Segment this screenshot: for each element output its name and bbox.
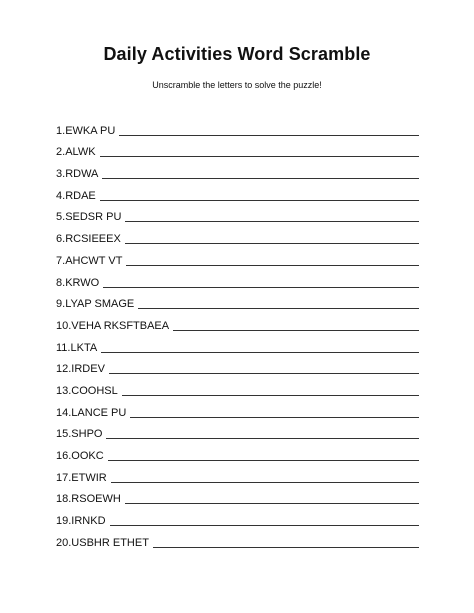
answer-line [101,352,419,353]
item-number: 13. [56,384,72,397]
scramble-item [56,355,419,377]
answer-line [108,460,419,461]
scramble-item [56,376,419,398]
item-number: 12. [56,363,72,376]
item-number: 3. [56,168,66,181]
scramble-item [56,116,419,138]
scrambled-word: USBHR ETHET [71,536,149,549]
item-number: 18. [56,493,72,506]
item-number: 19. [56,515,72,528]
scramble-item [56,203,419,225]
scramble-item [56,181,419,203]
scramble-item [56,333,419,355]
item-number: 11. [56,341,71,354]
scrambled-word: IRNKD [71,515,106,528]
scrambled-word: LANCE PU [71,406,127,419]
scrambled-word: VEHA RKSFTBAEA [71,319,170,332]
answer-line [106,438,419,439]
scrambled-word: OOKC [71,450,104,462]
answer-line [103,287,419,288]
answer-line [110,525,419,526]
scrambled-word: IRDEV [71,363,105,376]
scrambled-word: ETWIR [71,471,107,484]
scrambled-word: AHCWT VT [65,254,123,267]
item-number: 1. [56,124,66,137]
scramble-list [56,116,419,550]
item-number: 9. [56,298,66,311]
scramble-item [56,224,419,246]
scramble-item [56,159,419,181]
answer-line [153,547,419,548]
scrambled-word: RSOEWH [71,493,121,506]
scrambled-word: RCSIEEEX [65,233,121,246]
item-number: 5. [56,211,66,224]
worksheet-instructions: Unscramble the letters to solve the puzzle! [152,80,322,90]
worksheet-title: Daily Activities Word Scramble [103,44,371,64]
scrambled-word: SHPO [71,428,103,441]
item-number: 2. [56,146,66,159]
scrambled-word: ALWK [65,146,96,159]
answer-line [119,135,419,136]
scrambled-word: KRWO [65,276,100,289]
item-number: 15. [56,428,72,441]
item-number: 7. [56,254,66,267]
answer-line [130,417,419,418]
scrambled-word: EWKA PU [65,124,116,137]
scrambled-word: SEDSR PU [65,211,122,224]
answer-line [111,482,419,483]
answer-line [125,503,419,504]
scramble-item [56,420,419,442]
scrambled-word: LYAP SMAGE [65,298,135,311]
scramble-item [56,138,419,160]
scramble-item [56,463,419,485]
scramble-item [56,441,419,463]
answer-line [109,373,419,374]
item-number: 6. [56,233,66,246]
scramble-item [56,246,419,268]
scramble-item [56,311,419,333]
answer-line [100,156,419,157]
item-number: 17. [56,471,72,484]
answer-line [126,265,419,266]
answer-line [125,243,419,244]
scramble-item [56,268,419,290]
item-number: 14. [56,406,72,419]
scrambled-word: COOHSL [71,384,118,397]
scrambled-word: RDAE [65,189,96,202]
scrambled-word: RDWA [65,168,99,181]
scramble-item [56,528,419,550]
answer-line [138,308,419,309]
answer-line [125,221,419,222]
answer-line [173,330,419,331]
scramble-item [56,506,419,528]
item-number: 4. [56,189,66,202]
answer-line [102,178,419,179]
scrambled-word: LKTA [70,341,98,354]
item-number: 8. [56,276,66,289]
item-number: 16. [56,450,72,462]
item-number: 10. [56,319,72,332]
scramble-item [56,485,419,507]
scramble-item [56,290,419,312]
answer-line [122,395,419,396]
scramble-item [56,398,419,420]
item-number: 20. [56,536,72,549]
answer-line [100,200,419,201]
